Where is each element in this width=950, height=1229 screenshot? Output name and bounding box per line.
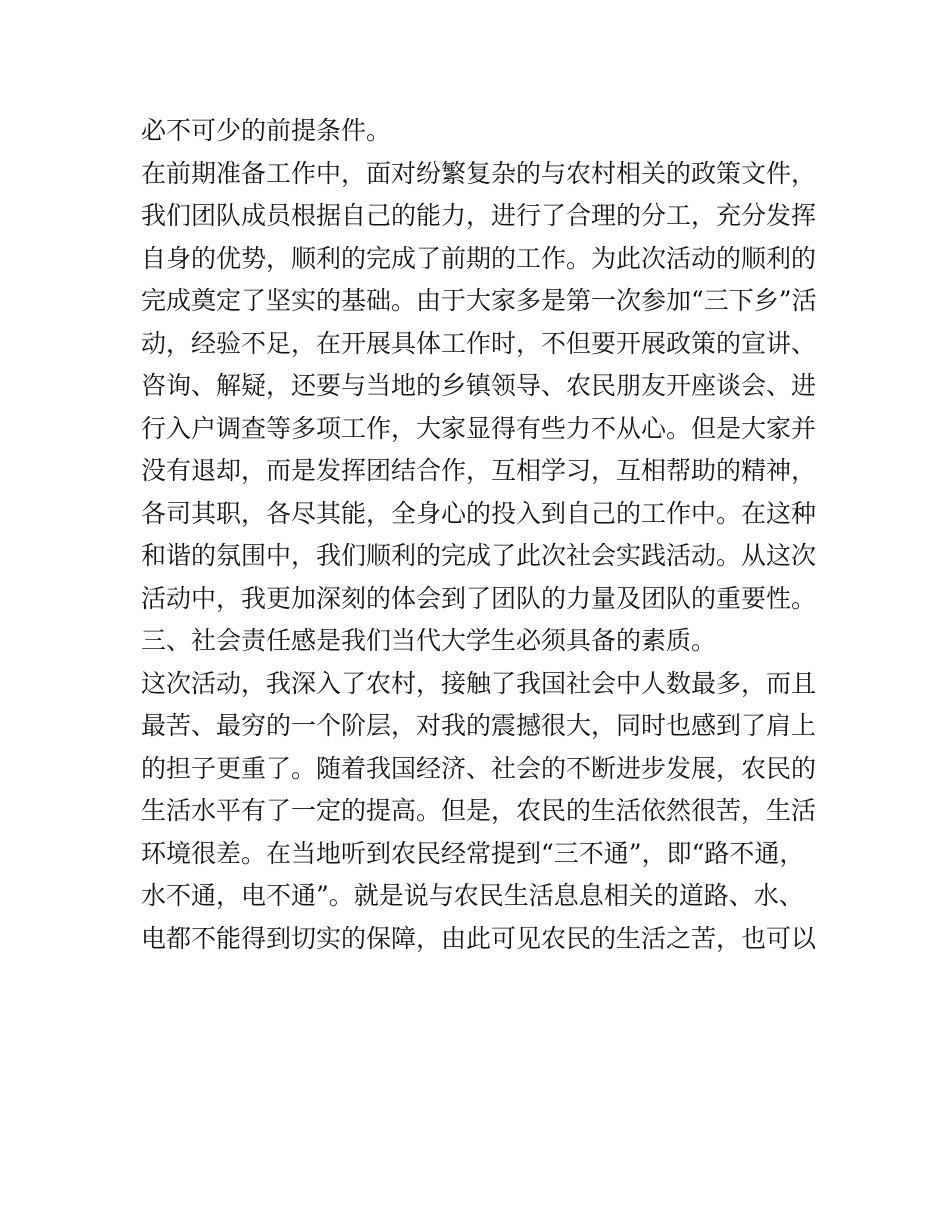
text-line-5: 完成奠定了坚实的基础。由于大家多是第一次参加“三下乡”活 — [141, 286, 817, 315]
text-line-16: 的担子更重了。随着我国经济、社会的不断进步发展，农民的 — [141, 753, 817, 783]
text-line-10: 各司其职，各尽其能，全身心的投入到自己的工作中。在这种 — [141, 498, 817, 528]
text-line-2: 在前期准备工作中，面对纷繁复杂的与农村相关的政策文件， — [141, 158, 817, 188]
text-line-8: 行入户调查等多项工作，大家显得有些力不从心。但是大家并 — [141, 413, 817, 443]
text-line-9: 没有退却，而是发挥团结合作，互相学习，互相帮助的精神， — [141, 456, 817, 485]
text-line-20: 电都不能得到切实的保障，由此可见农民的生活之苦，也可以 — [141, 923, 817, 953]
text-line-15: 最苦、最穷的一个阶层，对我的震撼很大，同时也感到了肩上 — [141, 711, 817, 740]
text-line-3: 我们团队成员根据自己的能力，进行了合理的分工，充分发挥 — [141, 201, 817, 230]
text-line-4: 自身的优势，顺利的完成了前期的工作。为此次活动的顺利的 — [141, 243, 817, 273]
text-line-12: 活动中，我更加深刻的体会到了团队的力量及团队的重要性。 — [141, 583, 817, 613]
body-text — [141, 110, 821, 960]
text-line-1: 必不可少的前提条件。 — [141, 116, 392, 145]
text-line-18: 环境很差。在当地听到农民经常提到“三不通”，即“路不通， — [141, 838, 805, 868]
text-line-6: 动，经验不足，在开展具体工作时，不但要开展政策的宣讲、 — [141, 328, 817, 358]
text-line-19: 水不通，电不通”。就是说与农民生活息息相关的道路、水、 — [141, 881, 804, 910]
text-line-14: 这次活动，我深入了农村，接触了我国社会中人数最多，而且 — [141, 668, 817, 698]
text-line-17: 生活水平有了一定的提高。但是，农民的生活依然很苦，生活 — [141, 796, 817, 825]
text-line-7: 咨询、解疑，还要与当地的乡镇领导、农民朋友开座谈会、进 — [141, 371, 817, 400]
section-heading: 三、社会责任感是我们当代大学生必须具备的素质。 — [141, 626, 717, 655]
text-line-11: 和谐的氛围中，我们顺利的完成了此次社会实践活动。从这次 — [141, 541, 817, 570]
